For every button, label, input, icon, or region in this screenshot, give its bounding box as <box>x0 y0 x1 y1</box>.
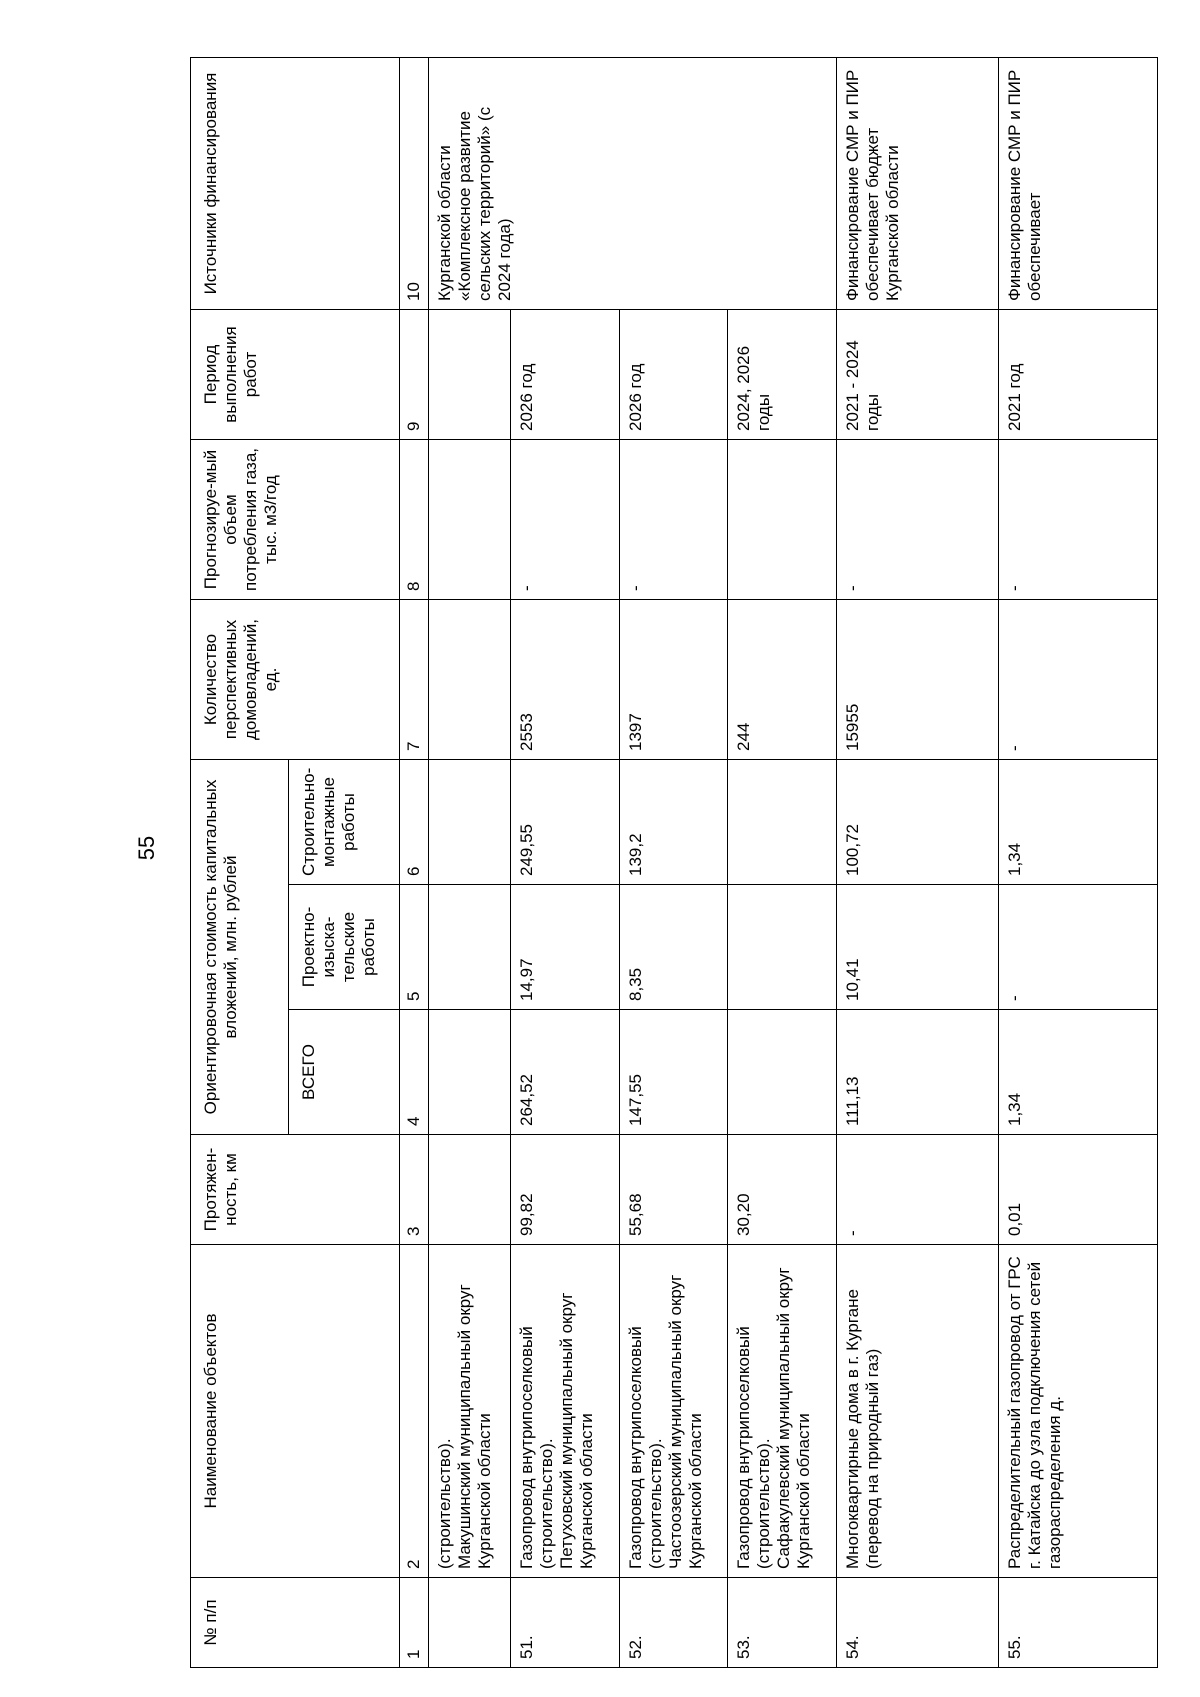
page-number: 55 <box>134 835 159 861</box>
cell-gas <box>428 440 510 600</box>
cell-period: 2024, 2026 годы <box>728 310 836 440</box>
header-name: Наименование объектов <box>191 1245 400 1578</box>
cell-source-merged: Курганской области «Комплексное развитие сельских территорий» (с 2024 года) <box>428 58 836 310</box>
cell-num: 55. <box>999 1578 1158 1668</box>
cell-households <box>428 600 510 760</box>
cell-name: Газопровод внутрипоселковый (строительство). Частоозерский муниципальный округ Курганской области <box>619 1245 727 1578</box>
header-households: Количество перспективных домовладений, ед. <box>191 600 400 760</box>
cell-total: 111,13 <box>836 1010 999 1135</box>
cell-gas: - <box>999 440 1158 600</box>
cell-pir <box>728 885 836 1010</box>
col-number: 4 <box>399 1010 428 1135</box>
col-number: 9 <box>399 310 428 440</box>
cell-name: Газопровод внутрипоселковый (строительство). Сафакулевский муниципальный округ Курганской области <box>728 1245 836 1578</box>
cell-length: 30,20 <box>728 1135 836 1245</box>
cell-total: 264,52 <box>511 1010 619 1135</box>
cell-pir: 8,35 <box>619 885 727 1010</box>
col-number: 8 <box>399 440 428 600</box>
cell-total: 147,55 <box>619 1010 727 1135</box>
cell-length: 0,01 <box>999 1135 1158 1245</box>
cell-num: 51. <box>511 1578 619 1668</box>
col-number: 6 <box>399 760 428 885</box>
cell-num: 52. <box>619 1578 727 1668</box>
cell-pir: 10,41 <box>836 885 999 1010</box>
col-number: 7 <box>399 600 428 760</box>
cell-length <box>428 1135 510 1245</box>
header-smr: Строительно-монтажные работы <box>289 760 399 885</box>
cell-smr <box>428 760 510 885</box>
cell-period: 2021 год <box>999 310 1158 440</box>
col-number: 3 <box>399 1135 428 1245</box>
cell-period <box>428 310 510 440</box>
column-numbers-row <box>399 58 428 1668</box>
cell-source: Финансирование СМР и ПИР обеспечивает бюджет Курганской области <box>836 58 999 310</box>
cell-total: 1,34 <box>999 1010 1158 1135</box>
header-total: ВСЕГО <box>289 1010 399 1135</box>
col-number: 5 <box>399 885 428 1010</box>
cell-pir: - <box>999 885 1158 1010</box>
cell-length: - <box>836 1135 999 1245</box>
header-sources: Источники финансирования <box>191 58 400 310</box>
cell-households: 2553 <box>511 600 619 760</box>
cell-name: (строительство). Макушинский муниципальный округ Курганской области <box>428 1245 510 1578</box>
cell-period: 2021 - 2024 годы <box>836 310 999 440</box>
cell-gas: - <box>836 440 999 600</box>
cell-gas: - <box>619 440 727 600</box>
cell-total <box>428 1010 510 1135</box>
cell-length: 55,68 <box>619 1135 727 1245</box>
col-number: 2 <box>399 1245 428 1578</box>
cell-period: 2026 год <box>619 310 727 440</box>
cell-pir <box>428 885 510 1010</box>
cell-smr: 1,34 <box>999 760 1158 885</box>
cell-num: 54. <box>836 1578 999 1668</box>
cell-name: Многоквартирные дома в г. Кургане (перевод на природный газ) <box>836 1245 999 1578</box>
rotated-table-container <box>190 58 1158 1668</box>
cell-smr: 249,55 <box>511 760 619 885</box>
cell-households: - <box>999 600 1158 760</box>
cell-pir: 14,97 <box>511 885 619 1010</box>
cell-gas <box>728 440 836 600</box>
cell-households: 1397 <box>619 600 727 760</box>
cell-households: 244 <box>728 600 836 760</box>
cell-num: 53. <box>728 1578 836 1668</box>
table-row-continuation <box>428 58 510 1668</box>
objects-table <box>190 57 1158 1668</box>
cell-smr: 100,72 <box>836 760 999 885</box>
cell-num <box>428 1578 510 1668</box>
header-num: № п/п <box>191 1578 400 1668</box>
cell-length: 99,82 <box>511 1135 619 1245</box>
header-cost-group: Ориентировочная стоимость капитальных вложений, млн. рублей <box>191 760 289 1135</box>
cell-gas: - <box>511 440 619 600</box>
table-row <box>999 58 1158 1668</box>
cell-period: 2026 год <box>511 310 619 440</box>
header-row-1 <box>191 58 289 1668</box>
col-number: 1 <box>399 1578 428 1668</box>
cell-households: 15955 <box>836 600 999 760</box>
cell-source: Финансирование СМР и ПИР обеспечивает <box>999 58 1158 310</box>
header-gas-volume: Прогнозируе-мый объем потребления газа, тыс. м3/год <box>191 440 400 600</box>
cell-smr <box>728 760 836 885</box>
cell-name: Газопровод внутрипоселковый (строительство). Петуховский муниципальный округ Курганской области <box>511 1245 619 1578</box>
col-number: 10 <box>399 58 428 310</box>
header-pir: Проектно-изыска-тельские работы <box>289 885 399 1010</box>
cell-total <box>728 1010 836 1135</box>
header-period: Период выполнения работ <box>191 310 400 440</box>
cell-name: Распределительный газопровод от ГРС г. Катайска до узла подключения сетей газораспределения д. <box>999 1245 1158 1578</box>
header-length: Протяжен-ность, км <box>191 1135 400 1245</box>
cell-smr: 139,2 <box>619 760 727 885</box>
table-row <box>836 58 999 1668</box>
